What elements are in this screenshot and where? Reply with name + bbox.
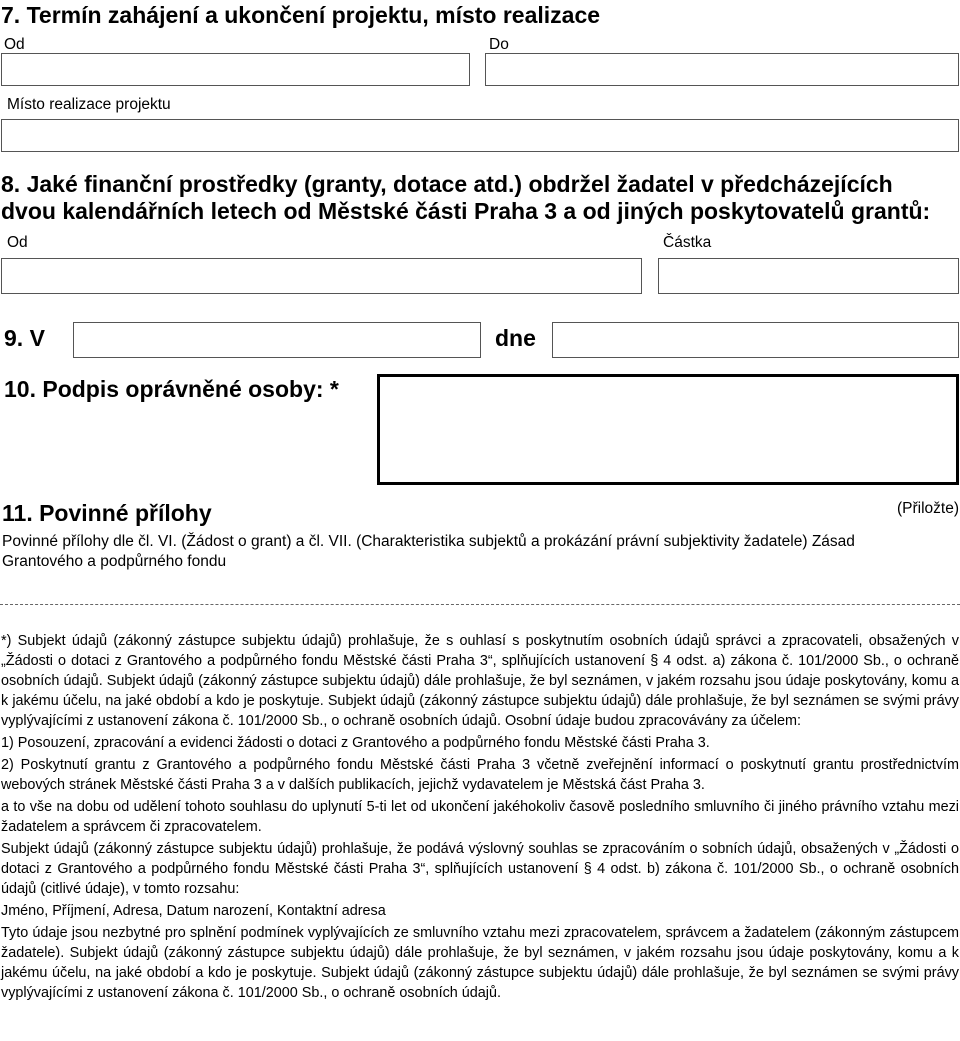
project-place-label: Místo realizace projektu (7, 96, 171, 113)
project-start-label: Od (4, 36, 25, 53)
purpose-item-2: 2) Poskytnutí grantu z Grantového a podpůrného fondu Městské části Praha 3 včetně zveřejnění informací o poskytnutí grantu prostřednictvím webových stránek Městské části Praha 3 a v dalších publikacích, jejichž vydavatelem je Městská část Praha 3. (1, 757, 959, 793)
project-end-field[interactable] (485, 53, 959, 86)
section-7-title: 7. Termín zahájení a ukončení projektu, místo realizace (1, 2, 601, 28)
consent-paragraph: *) Subjekt údajů (zákonný zástupce subjektu údajů) prohlašuje, že s ouhlasí s poskytnutím osobních údajů správci a zpracovateli, obsažených v „Žádosti o dotaci z Grantového a podpůrného fondu Městské části Praha 3“, splňujících ustanovení § 4 odst. a) zákona č. 101/2000 Sb., o ochraně osobních údajů. Subjekt údajů (zákonný zástupce subjektu údajů) dále prohlašuje, že byl seznámen, v jakém rozsahu jsou údaje poskytovány, komu a k jakému účelu, na jaké období a kdo je poskytuje. Subjekt údajů (zákonný zástupce subjektu údajů) dále prohlašuje, že byl seznámen se svými právy vyplývajícími z ustanovení zákona č. 101/2000 Sb., o ochraně osobních údajů. Osobní údaje budou zpracovávány za účelem: (1, 633, 959, 729)
section-8-title-line2: dvou kalendářních letech od Městské části Praha 3 a od jiných poskytovatelů grantů: (1, 198, 931, 224)
necessity-statement: Tyto údaje jsou nezbytné pro splnění podmínek vyplývajících ze smluvního vztahu mezi zpracovatelem, správcem a žadatelem (zákonným zástupcem žadatele). Subjekt údajů (zákonný zástupce subjektu údajů) dále prohlašuje, že byl seznámen, v jakém rozsahu jsou údaje poskytovány, komu a k jakému účelu, na jaké období a kdo je poskytuje. Subjekt údajů (zákonný zástupce subjektu údajů) dále prohlašuje, že byl seznámen se svými právy vyplývajícími z ustanovení zákona č. 101/2000 Sb., o ochraně osobních údajů. (1, 925, 959, 1001)
signing-date-field[interactable] (552, 322, 959, 358)
project-start-field[interactable] (1, 53, 470, 86)
funding-amount-field[interactable] (658, 258, 959, 294)
data-scope: Jméno, Příjmení, Adresa, Datum narození, Kontaktní adresa (1, 903, 386, 919)
dashed-divider (0, 604, 960, 605)
funding-source-field[interactable] (1, 258, 642, 294)
section-9-place-label: 9. V (4, 325, 45, 351)
attach-note: (Přiložte) (896, 500, 959, 517)
section-8-title-line1: 8. Jaké finanční prostředky (granty, dotace atd.) obdržel žadatel v předcházejících (1, 171, 893, 197)
funding-amount-label: Částka (663, 234, 712, 251)
attachments-desc-line1: Povinné přílohy dle čl. VI. (Žádost o grant) a čl. VII. (Charakteristika subjektů a prokázání právní subjektivity žadatele) Zásad (2, 533, 855, 550)
consent-notes (1, 631, 959, 1005)
signing-place-field[interactable] (73, 322, 481, 358)
purpose-item-1: 1) Posouzení, zpracování a evidenci žádosti o dotaci z Grantového a podpůrného fondu Městské části Praha 3. (1, 735, 710, 751)
project-end-label: Do (489, 36, 509, 53)
section-10-title: 10. Podpis oprávněné osoby: * (4, 376, 339, 402)
section-11-title: 11. Povinné přílohy (2, 500, 212, 526)
signature-box[interactable] (377, 374, 959, 485)
funding-source-label: Od (7, 234, 28, 251)
sensitive-data-consent: Subjekt údajů (zákonný zástupce subjektu údajů) prohlašuje, že podává výslovný souhlas se zpracováním o sobních údajů, obsažených v „Žádosti o dotaci z Grantového a podpůrného fondu Městské části Praha 3“, splňujících ustanovení § 4 odst. b) zákona č. 101/2000 Sb., o ochraně osobních údajů (citlivé údaje), v tomto rozsahu: (1, 841, 959, 897)
attachments-desc-line2: Grantového a podpůrného fondu (2, 553, 227, 570)
section-9-date-label: dne (495, 325, 536, 351)
project-place-field[interactable] (1, 119, 959, 152)
consent-duration: a to vše na dobu od udělení tohoto souhlasu do uplynutí 5-ti let od ukončení jakéhokoliv časově posledního smluvního či jiného právního vztahu mezi žadatelem a správcem či zpracovatelem. (1, 799, 959, 835)
